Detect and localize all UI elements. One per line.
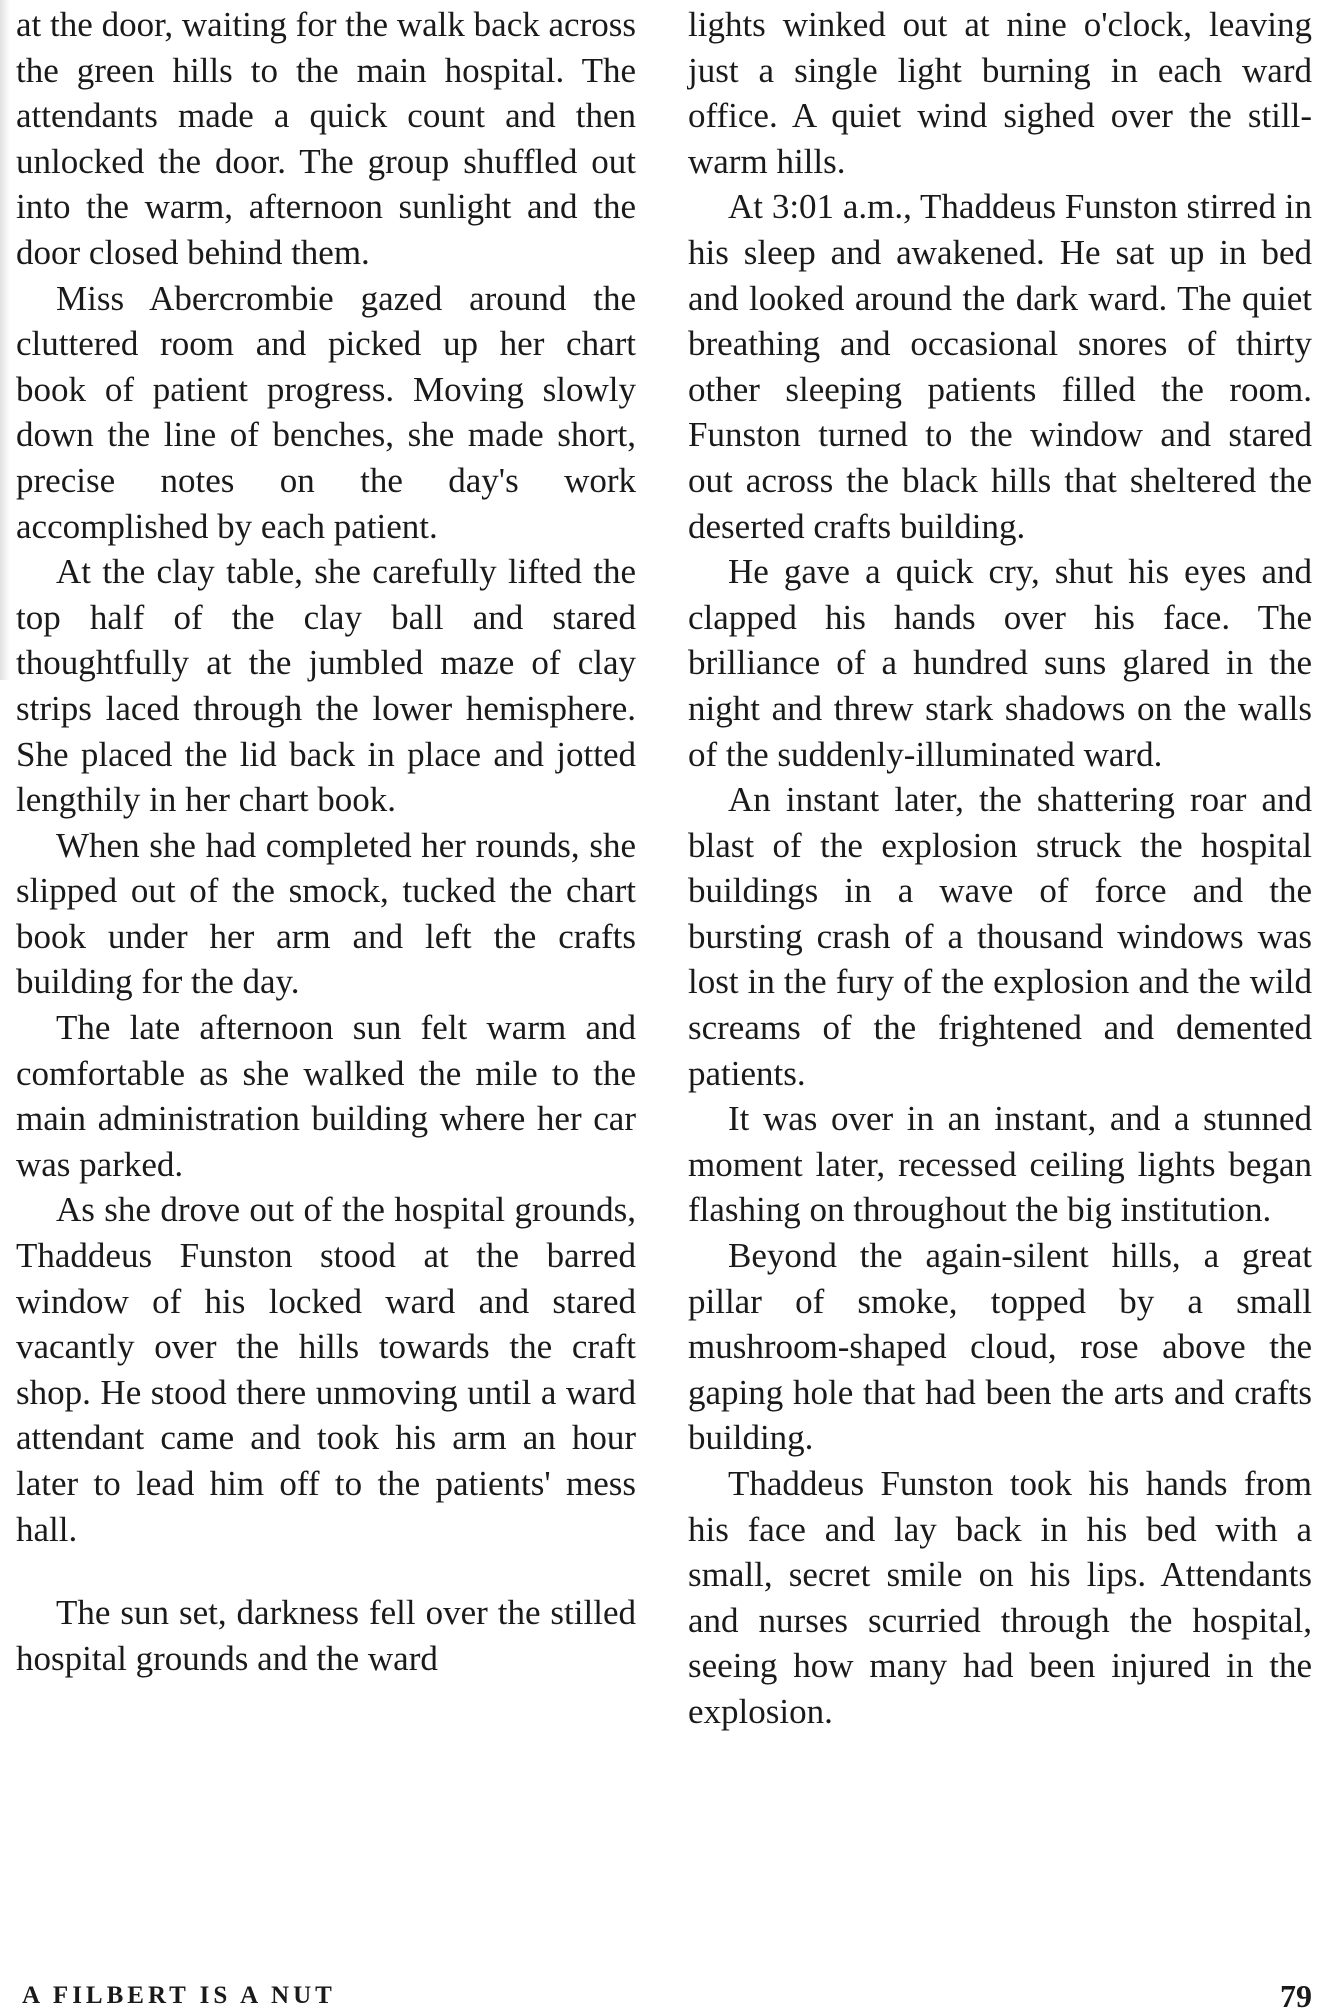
running-head: A FILBERT IS A NUT: [22, 1982, 336, 2009]
paragraph: The sun set, darkness fell over the stilled hospital grounds and the ward: [16, 1593, 636, 1678]
paragraph: at the door, waiting for the walk back across the green hills to the main hospital. The attendants made a quick count and then unlocked the door. The group shuffled out into the warm, afternoon sunlight and the door closed behind them.: [16, 5, 636, 272]
paragraph: An instant later, the shattering roar and blast of the explosion struck the hospital buildings in a wave of force and the bursting crash of a thousand windows was lost in the fury of the explosion and the wild screams of the frightened and demented patients.: [688, 780, 1312, 1093]
right-text-column: [688, 2, 1312, 1735]
paragraph: lights winked out at nine o'clock, leaving just a single light burning in each ward office. A quiet wind sighed over the still-warm hills.: [688, 5, 1312, 181]
paragraph: Thaddeus Funston took his hands from his face and lay back in his bed with a small, secret smile on his lips. Attendants and nurses scurried through the hospital, seeing how many had been injured in the explosion.: [688, 1464, 1312, 1731]
paragraph: As she drove out of the hospital grounds, Thaddeus Funston stood at the barred window of his locked ward and stared vacantly over the hills towards the craft shop. He stood there unmoving until a ward attendant came and took his arm an hour later to lead him off to the patients' mess hall.: [16, 1190, 636, 1549]
paragraph: The late afternoon sun felt warm and comfortable as she walked the mile to the main administration building where her car was parked.: [16, 1008, 636, 1184]
paragraph: It was over in an instant, and a stunned moment later, recessed ceiling lights began flashing on throughout the big institution.: [688, 1099, 1312, 1230]
paragraph: At 3:01 a.m., Thaddeus Funston stirred in his sleep and awakened. He sat up in bed and looked around the dark ward. The quiet breathing and occasional snores of thirty other sleeping patients filled the room. Funston turned to the window and stared out across the black hills that sheltered the deserted crafts building.: [688, 187, 1312, 546]
page-footer: [22, 1978, 1312, 2014]
scan-shadow-edge: [0, 0, 10, 680]
left-text-column: [16, 2, 636, 1681]
page-number: 79: [1280, 1978, 1312, 2014]
paragraph: Miss Abercrombie gazed around the cluttered room and picked up her chart book of patient progress. Moving slowly down the line of benches, she made short, precise notes on the day's work accomplished by each patient.: [16, 278, 636, 546]
paragraph: When she had completed her rounds, she slipped out of the smock, tucked the chart book under her arm and left the crafts building for the day.: [16, 825, 636, 1002]
paragraph: He gave a quick cry, shut his eyes and clapped his hands over his face. The brilliance of a hundred suns glared in the night and threw stark shadows on the walls of the suddenly-illuminated ward.: [688, 552, 1312, 774]
paragraph: Beyond the again-silent hills, a great pillar of smoke, topped by a small mushroom-shaped cloud, rose above the gaping hole that had been the arts and crafts building.: [688, 1236, 1312, 1458]
paragraph: At the clay table, she carefully lifted the top half of the clay ball and stared thoughtfully at the jumbled maze of clay strips laced through the lower hemisphere. She placed the lid back in place and jotted lengthily in her chart book.: [16, 552, 636, 820]
